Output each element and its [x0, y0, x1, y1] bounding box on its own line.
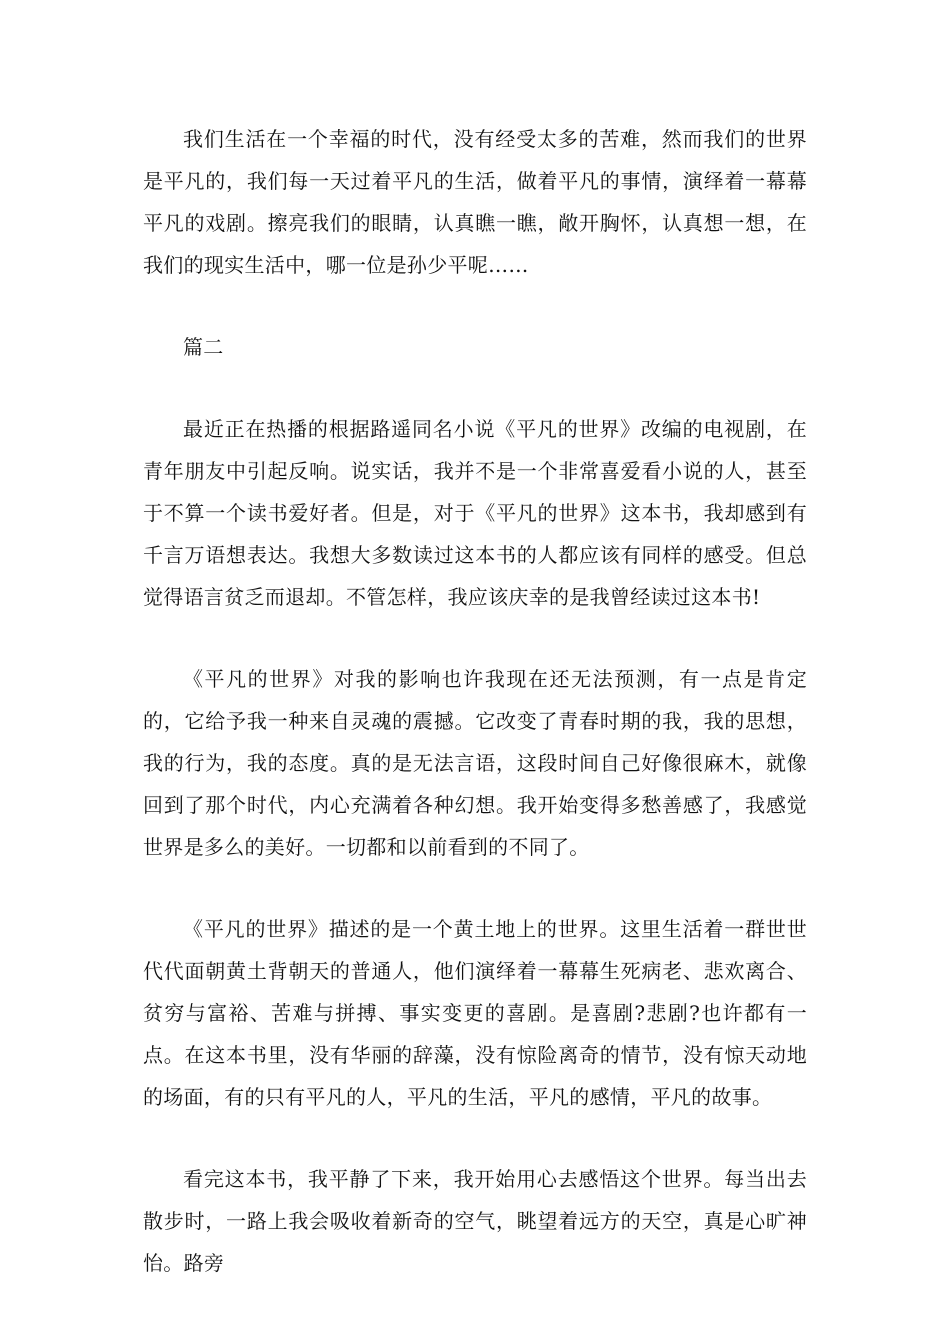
paragraph-5: 看完这本书，我平静了下来，我开始用心去感悟这个世界。每当出去散步时，一路上我会吸收着新奇的空气，眺望着远方的天空，真是心旷神怡。路旁: [143, 1167, 807, 1275]
document-body: [143, 118, 807, 1324]
paragraph-1: 我们生活在一个幸福的时代，没有经受太多的苦难，然而我们的世界是平凡的，我们每一天过着平凡的生活，做着平凡的事情，演绎着一幕幕平凡的戏剧。擦亮我们的眼睛，认真瞧一瞧，敞开胸怀，认真想一想，在我们的现实生活中，哪一位是孙少平呢……: [143, 127, 807, 277]
section-heading: 篇二: [183, 335, 224, 359]
paragraph-2: 最近正在热播的根据路遥同名小说《平凡的世界》改编的电视剧，在青年朋友中引起反响。说实话，我并不是一个非常喜爱看小说的人，甚至于不算一个读书爱好者。但是，对于《平凡的世界》这本书，我却感到有千言万语想表达。我想大多数读过这本书的人都应该有同样的感受。但总觉得语言贫乏而退却。不管怎样，我应该庆幸的是我曾经读过这本书!: [143, 417, 807, 609]
paragraph-3: 《平凡的世界》对我的影响也许我现在还无法预测，有一点是肯定的，它给予我一种来自灵魂的震撼。它改变了青春时期的我，我的思想，我的行为，我的态度。真的是无法言语，这段时间自己好像很麻木，就像回到了那个时代，内心充满着各种幻想。我开始变得多愁善感了，我感觉世界是多么的美好。一切都和以前看到的不同了。: [143, 667, 807, 859]
paragraph-4: 《平凡的世界》描述的是一个黄土地上的世界。这里生活着一群世世代代面朝黄土背朝天的普通人，他们演绎着一幕幕生死病老、悲欢离合、贫穷与富裕、苦难与拼搏、事实变更的喜剧。是喜剧?悲剧?也许都有一点。在这本书里，没有华丽的辞藻，没有惊险离奇的情节，没有惊天动地的场面，有的只有平凡的人，平凡的生活，平凡的感情，平凡的故事。: [143, 917, 807, 1109]
